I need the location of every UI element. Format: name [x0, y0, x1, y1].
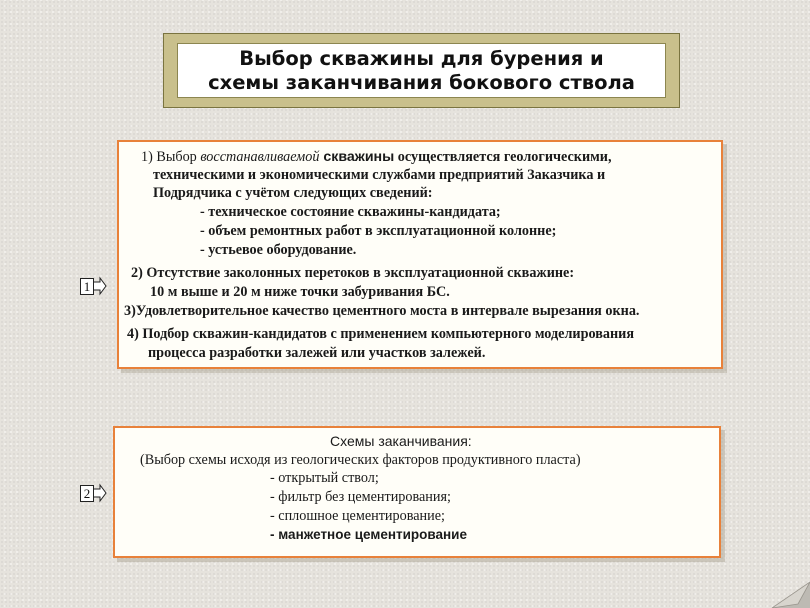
title-frame [163, 33, 680, 108]
right-arrow-icon [78, 276, 108, 298]
title-line-2: схемы заканчивания бокового ствола [208, 70, 635, 94]
text-fragment-sans: скважины [319, 149, 395, 165]
text-fragment-italic: восстанавливаемой [200, 149, 320, 165]
text-fragment: осуществляется геологическими, [394, 149, 612, 165]
page-curl-icon[interactable] [768, 580, 810, 608]
box1-line-6: - устьевое оборудование. [200, 242, 357, 258]
marker-number: 1 [80, 278, 94, 295]
box1-line-1 [141, 148, 612, 166]
marker-2[interactable] [78, 483, 104, 505]
box2-item-open-hole [270, 469, 379, 487]
text-fragment: 1) Выбор [141, 149, 201, 165]
box2-item-full-cementing: - сплошное цементирование; [270, 508, 445, 524]
box1-line-7: 2) Отсутствие заколонных перетоков в эксплуатационной скважине: [131, 265, 575, 281]
right-arrow-icon [78, 483, 108, 505]
box1-line-3: Подрядчика с учётом следующих сведений: [153, 185, 433, 201]
box1-line-4: - техническое состояние скважины-кандидата; [200, 204, 501, 220]
box2-item-cuff-cementing: - манжетное цементирование [270, 527, 467, 542]
box1-line-11: процесса разработки залежей или участков залежей. [148, 345, 486, 361]
box1-line-5: - объем ремонтных работ в эксплуатационной колонне; [200, 223, 557, 239]
box1-line-9: 3)Удовлетворительное качество цементного моста в интервале вырезания окна. [124, 303, 640, 319]
title-line-1: Выбор скважины для бурения и [239, 46, 604, 70]
box1-line-10: 4) Подбор скважин-кандидатов с применением компьютерного моделирования [127, 326, 635, 342]
marker-1[interactable] [78, 276, 104, 298]
title-panel [177, 43, 666, 98]
text-fragment: - открытый ствол; [270, 470, 379, 486]
box1-line-8: 10 м выше и 20 м ниже точки забуривания БС. [150, 284, 450, 300]
box2-heading: Схемы заканчивания: [330, 433, 472, 449]
box2-line-2: (Выбор схемы исходя из геологических факторов продуктивного пласта) [140, 452, 581, 468]
box2-item-filter: - фильтр без цементирования; [270, 489, 451, 505]
box1-line-2: техническими и экономическими службами предприятий Заказчика и [153, 167, 606, 183]
marker-number: 2 [80, 485, 94, 502]
